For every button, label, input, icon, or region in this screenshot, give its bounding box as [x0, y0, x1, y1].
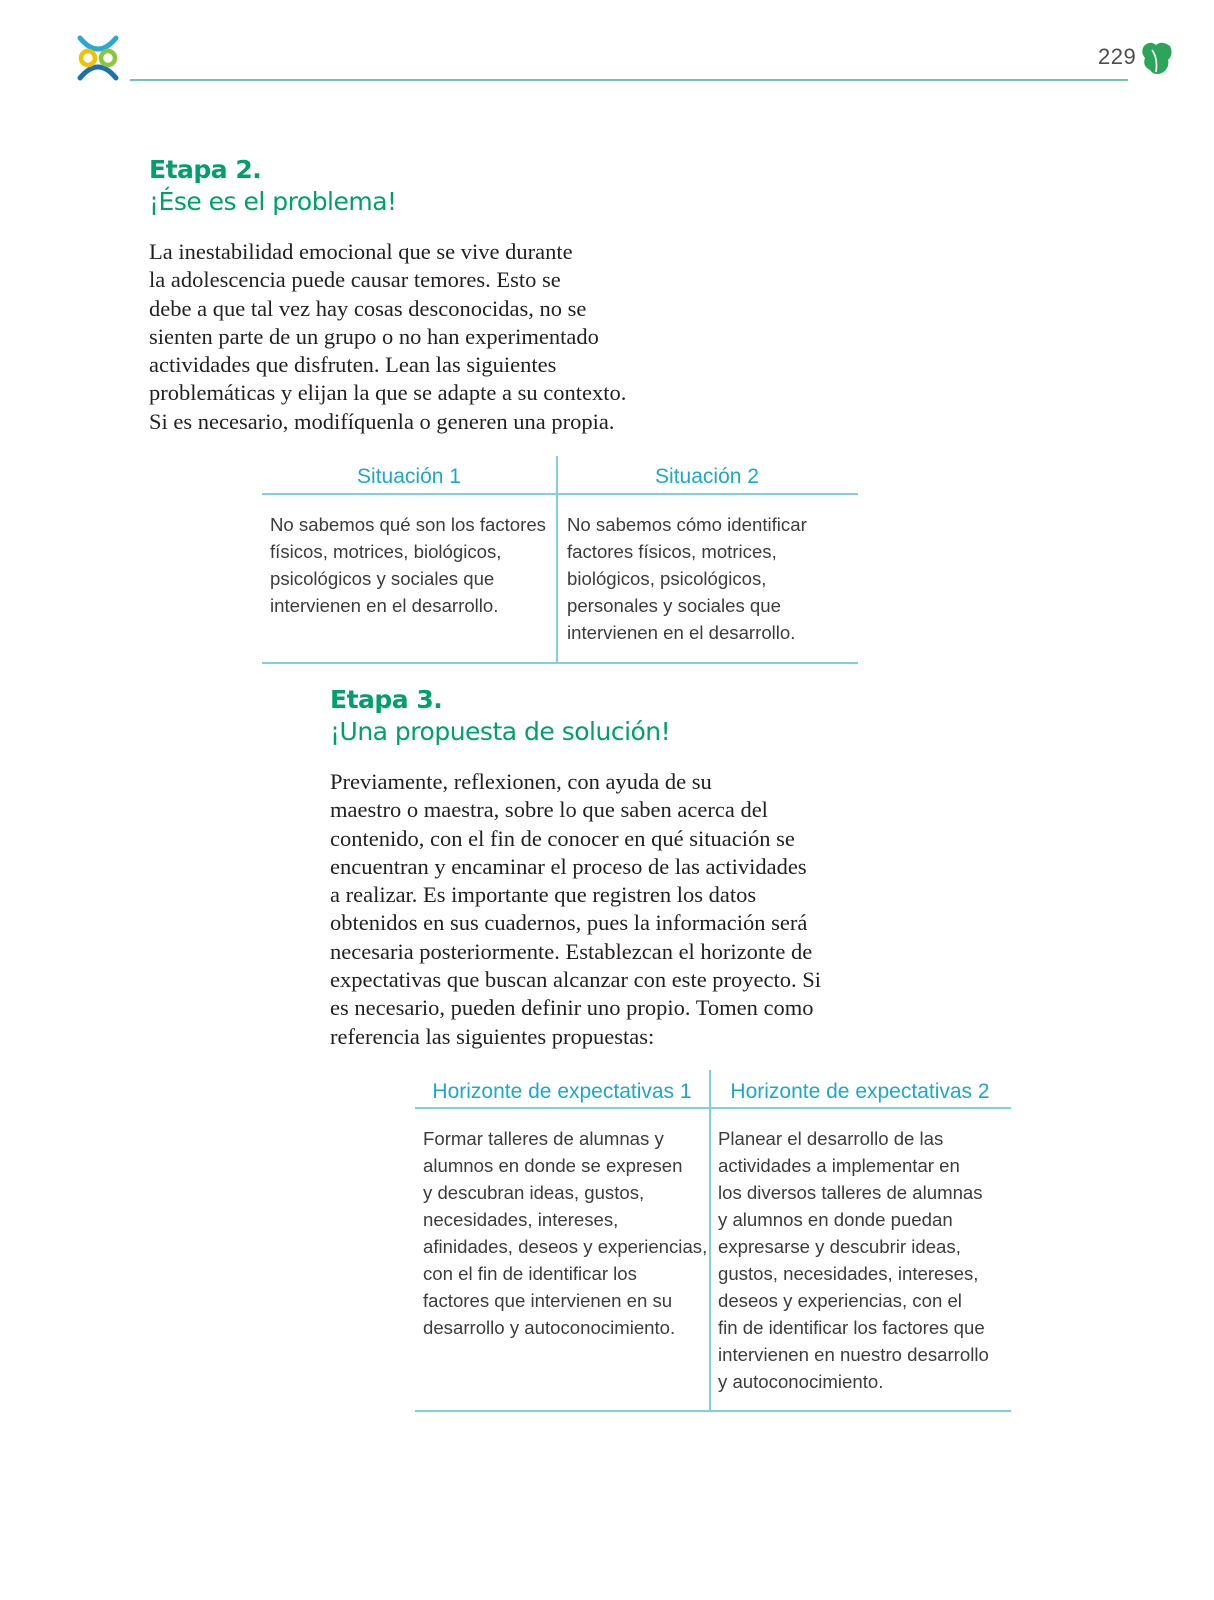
cell-line: intervienen en el desarrollo. — [567, 622, 796, 643]
etapa2-paragraph — [149, 238, 626, 436]
cell-line: y descubran ideas, gustos, — [423, 1182, 645, 1203]
cell-line: necesidades, intereses, — [423, 1209, 619, 1230]
paragraph-line: a realizar. Es importante que registren los datos — [330, 882, 757, 908]
cell-line: intervienen en nuestro desarrollo — [718, 1344, 989, 1365]
horizonte2-header: Horizonte de expectativas 2 — [730, 1080, 990, 1103]
paragraph-line: obtenidos en sus cuadernos, pues la información será — [330, 910, 808, 936]
paragraph-line: la adolescencia puede causar temores. Esto se — [149, 267, 561, 293]
paragraph-line: expectativas que buscan alcanzar con este proyecto. Si — [330, 967, 822, 993]
etapa2-title: Etapa 2. — [149, 155, 262, 184]
cell-line: Planear el desarrollo de las — [718, 1128, 944, 1149]
cell-line: actividades a implementar en — [718, 1155, 960, 1176]
horizonte2-text — [718, 1125, 989, 1395]
cell-line: gustos, necesidades, intereses, — [718, 1263, 979, 1284]
paragraph-line: encuentran y encaminar el proceso de las actividades — [330, 853, 807, 879]
cell-line: fin de identificar los factores que — [718, 1317, 985, 1338]
cell-line: factores físicos, motrices, — [567, 541, 777, 562]
paragraph-line: sienten parte de un grupo o no han experimentado — [149, 323, 599, 349]
table-bottom-rule — [415, 1410, 1011, 1412]
paragraph-line: Si es necesario, modifíquenla o generen una propia. — [149, 408, 615, 434]
paragraph-line: La inestabilidad emocional que se vive durante — [149, 239, 573, 264]
paragraph-line: actividades que disfruten. Lean las siguientes — [149, 352, 557, 378]
cell-line: físicos, motrices, biológicos, — [270, 541, 502, 562]
etapa3-title: Etapa 3. — [330, 685, 443, 714]
cell-line: con el fin de identificar los — [423, 1263, 637, 1284]
etapa2-subtitle: ¡Ése es el problema! — [149, 187, 397, 216]
page-number: 229 — [1098, 44, 1137, 69]
cell-line: los diversos talleres de alumnas — [718, 1182, 983, 1203]
cell-line: afinidades, deseos y experiencias, — [423, 1236, 708, 1257]
etapa3-subtitle: ¡Una propuesta de solución! — [330, 717, 671, 746]
etapa3-heading — [330, 684, 670, 748]
paragraph-line: problemáticas y elijan la que se adapte a su contexto. — [149, 380, 627, 406]
cell-line: Formar talleres de alumnas y — [423, 1128, 664, 1149]
paragraph-line: Previamente, reflexionen, con ayuda de su — [330, 769, 712, 794]
table-column-divider — [709, 1070, 711, 1412]
cell-line: No sabemos qué son los factores — [270, 514, 546, 535]
cell-line: personales y sociales que — [567, 595, 781, 616]
table-header-rule — [415, 1107, 1011, 1109]
cell-line: psicológicos y sociales que — [270, 568, 495, 589]
paragraph-line: referencia las siguientes propuestas: — [330, 1023, 655, 1049]
situacion1-text — [270, 511, 546, 619]
cell-line: biológicos, psicológicos, — [567, 568, 767, 589]
table-column-divider — [556, 456, 558, 664]
situacion1-header: Situación 1 — [357, 465, 461, 488]
cell-line: deseos y experiencias, con el — [718, 1290, 962, 1311]
horizonte1-header: Horizonte de expectativas 1 — [432, 1080, 692, 1103]
cell-line: intervienen en el desarrollo. — [270, 595, 499, 616]
paragraph-line: contenido, con el fin de conocer en qué situación se — [330, 825, 795, 851]
etapa2-heading — [149, 154, 397, 218]
etapa3-paragraph — [330, 768, 821, 1051]
interlocking-rings-logo-icon — [74, 34, 122, 82]
table-header-rule — [262, 493, 858, 495]
paragraph-line: debe a que tal vez hay cosas desconocidas, no se — [149, 295, 587, 321]
cell-line: desarrollo y autoconocimiento. — [423, 1317, 676, 1338]
paragraph-line: necesaria posteriormente. Establezcan el horizonte de — [330, 938, 813, 964]
header-rule — [130, 79, 1128, 81]
cell-line: alumnos en donde se expresen — [423, 1155, 683, 1176]
cell-line: y autoconocimiento. — [718, 1371, 884, 1392]
green-leaf-icon — [1140, 40, 1174, 76]
situacion2-text — [567, 511, 807, 646]
table-bottom-rule — [262, 662, 858, 664]
paragraph-line: es necesario, pueden definir uno propio. Tomen como — [330, 995, 814, 1021]
paragraph-line: maestro o maestra, sobre lo que saben acerca del — [330, 797, 768, 823]
cell-line: expresarse y descubrir ideas, — [718, 1236, 961, 1257]
situacion2-header: Situación 2 — [655, 465, 759, 488]
cell-line: No sabemos cómo identificar — [567, 514, 807, 535]
cell-line: factores que intervienen en su — [423, 1290, 673, 1311]
horizonte1-text — [423, 1125, 707, 1341]
cell-line: y alumnos en donde puedan — [718, 1209, 953, 1230]
